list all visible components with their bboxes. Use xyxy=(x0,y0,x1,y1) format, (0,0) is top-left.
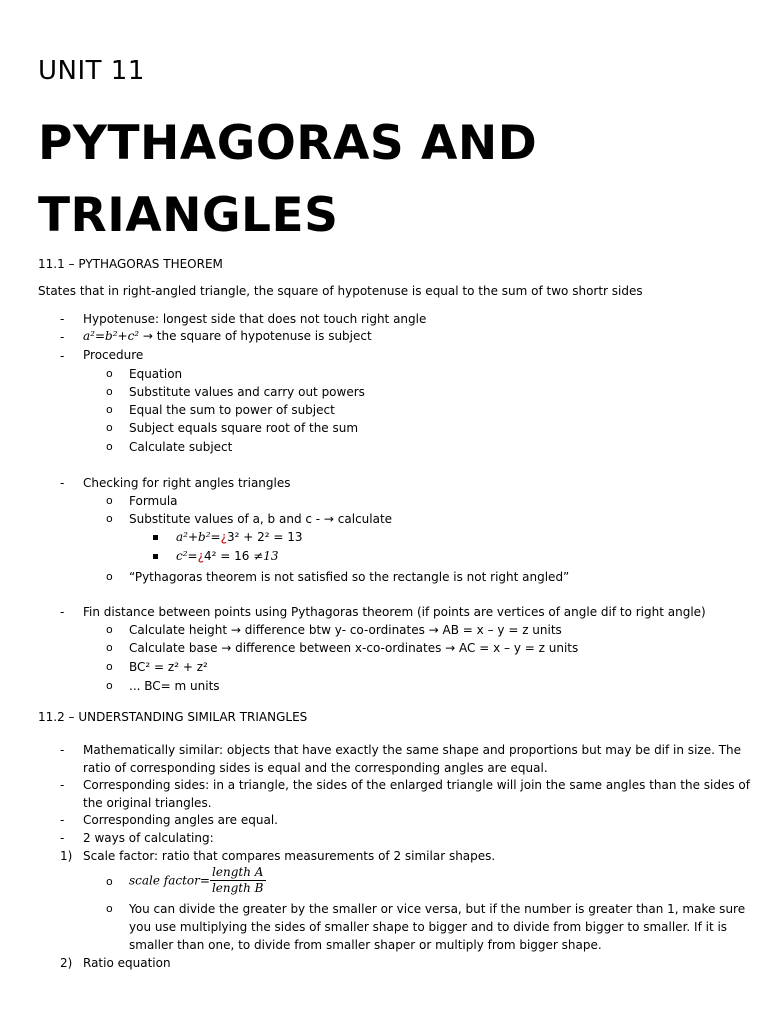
bullet-dash: - xyxy=(60,605,65,619)
corresponding-sides-line1: Corresponding sides: in a triangle, the sides of the enlarged triangle will join the same angles than the sides of xyxy=(83,778,751,792)
circle-bullet-icon: o xyxy=(106,421,113,434)
ratio-equation: Ratio equation xyxy=(83,956,171,970)
error-glyph: ¿ xyxy=(220,530,227,544)
distance-step: BC² = z² + z² xyxy=(129,660,208,674)
square-bullet-icon xyxy=(153,554,158,559)
circle-bullet-icon: o xyxy=(106,403,113,416)
page-title-line2: TRIANGLES xyxy=(38,188,339,243)
procedure-step: Equal the sum to power of subject xyxy=(129,403,335,417)
corresponding-angles: Corresponding angles are equal. xyxy=(83,813,278,827)
equation-rhs: 3² + 2² = 13 xyxy=(226,530,303,544)
circle-bullet-icon: o xyxy=(106,660,113,673)
bullet-dash: - xyxy=(60,831,65,845)
check-equation-1 xyxy=(176,530,302,545)
circle-bullet-icon: o xyxy=(106,875,113,888)
check-step: “Pythagoras theorem is not satisfied so the rectangle is not right angled” xyxy=(129,570,570,584)
equation-not-equal: ≠13 xyxy=(253,549,279,563)
circle-bullet-icon: o xyxy=(106,494,113,507)
bullet-dash: - xyxy=(60,476,65,490)
bullet-hypotenuse: Hypotenuse: longest side that does not touch right angle xyxy=(83,312,427,326)
scale-factor-formula xyxy=(129,865,266,896)
square-bullet-icon xyxy=(153,535,158,540)
bullet-dash: - xyxy=(60,743,65,757)
scale-factor-note-line1: You can divide the greater by the smaller or vice versa, but if the number is greater than 1, make sure xyxy=(129,902,746,916)
scale-factor-note-line2: you use multiplying the sides of smaller shape to bigger and to divide from bigger to smaller. If it is xyxy=(129,920,728,934)
circle-bullet-icon: o xyxy=(106,902,113,915)
bullet-dash: - xyxy=(60,813,65,827)
bullet-procedure: Procedure xyxy=(83,348,144,362)
page-title-line1: PYTHAGORAS AND xyxy=(38,116,538,171)
equation-lhs: a²+b²= xyxy=(176,530,221,544)
bullet-dash: - xyxy=(60,778,65,792)
numbered-label: 2) xyxy=(60,956,73,970)
check-step: Substitute values of a, b and c - → calculate xyxy=(129,512,393,526)
equation-lhs: c²= xyxy=(176,549,198,563)
error-glyph: ¿ xyxy=(197,549,204,563)
distance-step: Calculate height → difference btw y- co-ordinates → AB = x – y = z units xyxy=(129,623,562,637)
circle-bullet-icon: o xyxy=(106,512,113,525)
circle-bullet-icon: o xyxy=(106,367,113,380)
bullet-checking: Checking for right angles triangles xyxy=(83,476,291,490)
section-intro: States that in right-angled triangle, the square of hypotenuse is equal to the sum of two shortr sides xyxy=(38,284,643,298)
formula-lhs: scale factor= xyxy=(129,873,210,888)
procedure-step: Substitute values and carry out powers xyxy=(129,385,365,399)
circle-bullet-icon: o xyxy=(106,440,113,453)
ways-of-calculating: 2 ways of calculating: xyxy=(83,831,214,845)
similar-def-line2: ratio of corresponding sides is equal and the corresponding angles are equal. xyxy=(83,761,548,775)
section-heading-11-2: 11.2 – UNDERSTANDING SIMILAR TRIANGLES xyxy=(38,710,308,724)
unit-label: UNIT 11 xyxy=(38,56,145,86)
procedure-step: Calculate subject xyxy=(129,440,233,454)
circle-bullet-icon: o xyxy=(106,679,113,692)
circle-bullet-icon: o xyxy=(106,623,113,636)
bullet-dash: - xyxy=(60,330,65,344)
distance-step: ... BC= m units xyxy=(129,679,220,693)
bullet-dash: - xyxy=(60,312,65,326)
section-heading-11-1: 11.1 – PYTHAGORAS THEOREM xyxy=(38,257,223,271)
scale-factor-note-line3: smaller than one, to divide from smaller shaper or multiply from bigger shape. xyxy=(129,938,602,952)
numbered-label: 1) xyxy=(60,849,73,863)
fraction-numerator: length A xyxy=(210,865,266,881)
procedure-step: Subject equals square root of the sum xyxy=(129,421,359,435)
bullet-formula xyxy=(83,329,372,344)
check-step: Formula xyxy=(129,494,178,508)
pythagoras-formula: a²=b²+c² xyxy=(83,329,140,343)
scale-factor-def: Scale factor: ratio that compares measurements of 2 similar shapes. xyxy=(83,849,496,863)
formula-description: → the square of hypotenuse is subject xyxy=(139,329,372,343)
equation-rhs: 4² = 16 xyxy=(203,549,250,563)
corresponding-sides-line2: the original triangles. xyxy=(83,796,212,810)
circle-bullet-icon: o xyxy=(106,385,113,398)
fraction-denominator: length B xyxy=(211,881,264,895)
fraction xyxy=(210,865,266,896)
similar-def-line1: Mathematically similar: objects that have exactly the same shape and proportions but may be dif in size. The xyxy=(83,743,742,757)
bullet-dash: - xyxy=(60,349,65,363)
procedure-step: Equation xyxy=(129,367,183,381)
circle-bullet-icon: o xyxy=(106,641,113,654)
bullet-distance: Fin distance between points using Pythagoras theorem (if points are vertices of angle dif to right angle) xyxy=(83,605,706,619)
check-equation-2 xyxy=(176,549,279,564)
distance-step: Calculate base → difference between x-co-ordinates → AC = x – y = z units xyxy=(129,641,579,655)
circle-bullet-icon: o xyxy=(106,570,113,583)
